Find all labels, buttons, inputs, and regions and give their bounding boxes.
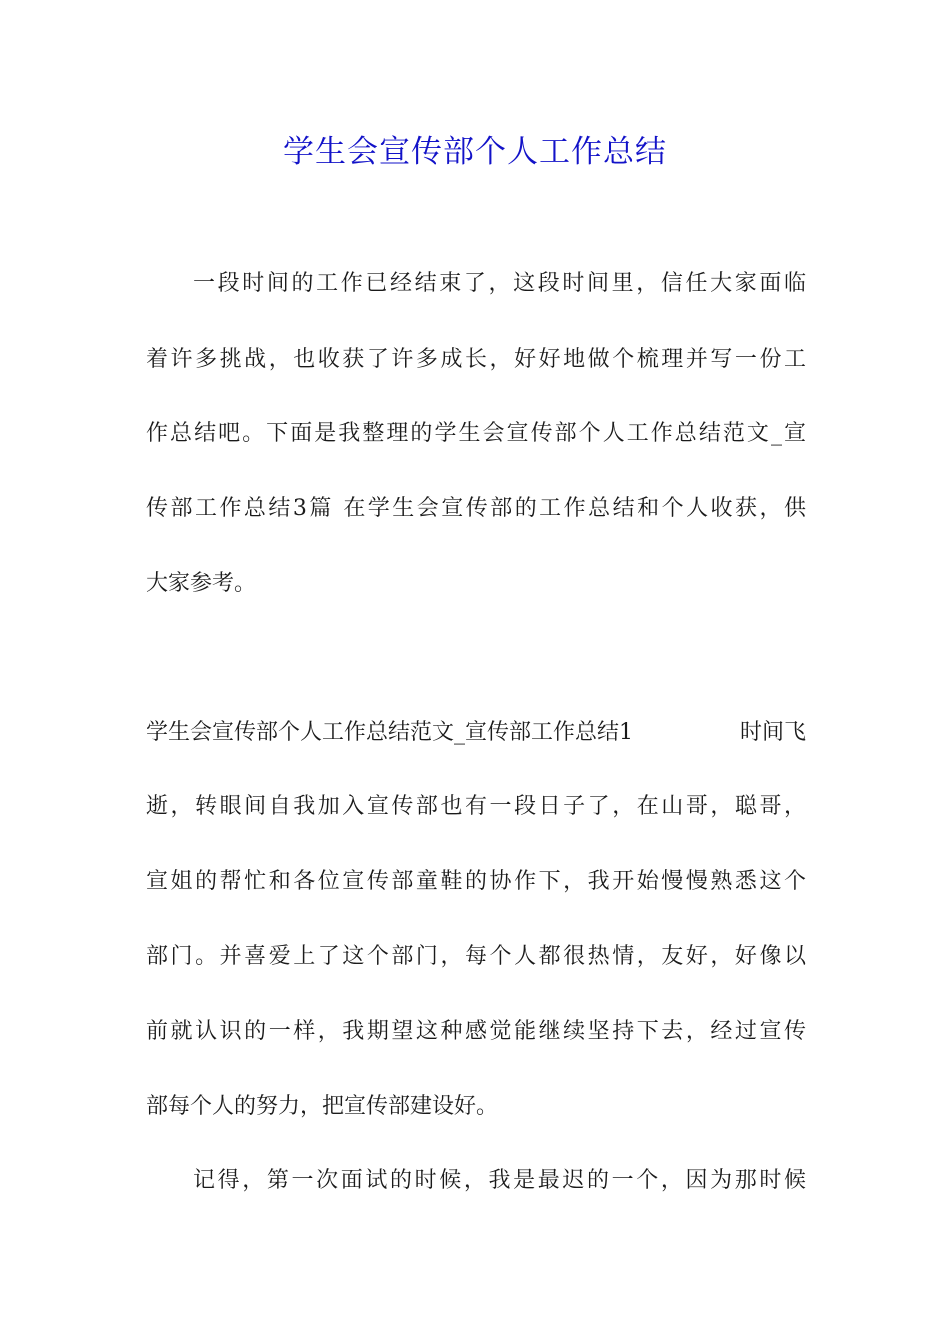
intro-line-5: 大家参考。	[146, 571, 257, 596]
section1-line-4: 前就认识的一样，我期望这种感觉能继续坚持下去，经过宣传	[146, 1019, 806, 1044]
section1-heading-tail: 时间飞	[739, 720, 806, 745]
intro-line-4: 传部工作总结3篇 在学生会宣传部的工作总结和个人收获，供	[146, 496, 806, 521]
intro-line-1: 一段时间的工作已经结束了，这段时间里，信任大家面临	[193, 271, 806, 296]
section1-line-2: 宣姐的帮忙和各位宣传部童鞋的协作下，我开始慢慢熟悉这个	[146, 869, 806, 894]
para2-line-1: 记得，第一次面试的时候，我是最迟的一个，因为那时候	[193, 1168, 806, 1193]
section1-line-1: 逝，转眼间自我加入宣传部也有一段日子了，在山哥，聪哥，	[146, 794, 806, 819]
section1-heading: 学生会宣传部个人工作总结范文_宣传部工作总结1	[146, 720, 633, 745]
intro-line-2: 着许多挑战，也收获了许多成长，好好地做个梳理并写一份工	[146, 347, 806, 372]
document-title: 学生会宣传部个人工作总结	[283, 134, 667, 170]
section1-line-5: 部每个人的努力，把宣传部建设好。	[146, 1094, 499, 1119]
section1-line-3: 部门。并喜爱上了这个部门，每个人都很热情，友好，好像以	[146, 944, 806, 969]
intro-line-3: 作总结吧。下面是我整理的学生会宣传部个人工作总结范文_宣	[146, 421, 806, 446]
section1-heading-line	[146, 715, 806, 751]
